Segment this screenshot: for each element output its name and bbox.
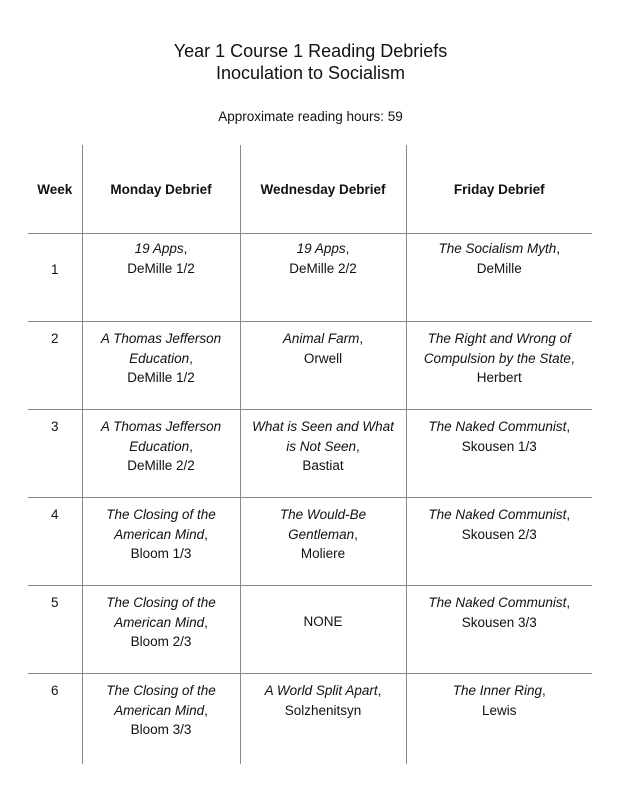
monday-cell (82, 322, 240, 410)
book-title: American Mind (114, 526, 205, 542)
book-title-line (241, 437, 406, 457)
wednesday-cell (240, 322, 406, 410)
friday-cell (406, 586, 592, 674)
book-title-line (241, 417, 406, 437)
author-line: Orwell (303, 350, 343, 366)
title-suffix: , (204, 526, 208, 542)
book-title-line (83, 613, 240, 633)
title-suffix: , (345, 241, 350, 256)
week-number: 3 (50, 419, 59, 434)
book-title: The Naked Communist (428, 419, 567, 434)
week-number: 4 (50, 507, 59, 522)
book-title-line (241, 239, 406, 259)
book-title-line (407, 505, 593, 525)
title-suffix: , (204, 702, 208, 718)
book-title: The Naked Communist (428, 507, 567, 522)
table-row (28, 586, 592, 674)
book-title-line (407, 329, 593, 349)
week-number: 1 (50, 262, 59, 277)
book-title-line (241, 329, 406, 349)
friday-cell (406, 410, 592, 498)
book-title: Education (129, 438, 190, 454)
book-title: The Inner Ring (452, 683, 543, 698)
book-title-line (241, 525, 406, 545)
monday-cell (82, 498, 240, 586)
author-line: Herbert (476, 370, 522, 385)
book-title-line (83, 239, 240, 259)
author-line: Lewis (481, 702, 517, 718)
column-header-wednesday: Wednesday Debrief (240, 145, 406, 234)
book-title: A Thomas Jefferson (100, 331, 222, 346)
author-line: DeMille 1/2 (127, 260, 195, 276)
book-title: A Thomas Jefferson (100, 419, 222, 434)
author-line: Skousen 1/3 (461, 438, 537, 454)
title-line-2: Inoculation to Socialism (215, 63, 406, 83)
book-title-line (407, 417, 593, 437)
book-title: The Closing of the (106, 683, 216, 698)
schedule-table (28, 145, 592, 764)
friday-cell (406, 674, 592, 764)
friday-cell (406, 322, 592, 410)
schedule-body (28, 234, 592, 764)
title-suffix: , (356, 438, 360, 454)
book-title-line (83, 701, 240, 721)
week-cell (28, 586, 82, 674)
author-line: DeMille (476, 260, 522, 276)
title-suffix: , (204, 614, 208, 630)
author-line: DeMille 2/2 (127, 458, 195, 473)
book-title-line (407, 349, 593, 369)
week-number: 2 (50, 331, 59, 346)
monday-cell (82, 234, 240, 322)
wednesday-cell (240, 498, 406, 586)
author-line: DeMille 1/2 (127, 370, 195, 385)
monday-cell (82, 586, 240, 674)
week-cell (28, 322, 82, 410)
book-title-line (83, 505, 240, 525)
book-title: The Naked Communist (428, 595, 567, 610)
book-title-line (83, 437, 240, 457)
author-line: DeMille 2/2 (289, 260, 357, 276)
book-title: Animal Farm (282, 331, 360, 346)
week-cell (28, 674, 82, 764)
column-header-friday: Friday Debrief (406, 145, 592, 234)
book-title-line (83, 525, 240, 545)
author-line: Skousen 3/3 (461, 614, 537, 630)
monday-cell (82, 410, 240, 498)
monday-cell (82, 674, 240, 764)
table-row (28, 322, 592, 410)
book-title-line (83, 329, 240, 349)
reading-hours: Approximate reading hours: 59 (218, 109, 403, 124)
book-title: is Not Seen (286, 438, 357, 454)
wednesday-cell (240, 410, 406, 498)
week-number: 6 (50, 683, 59, 698)
book-title-line (83, 593, 240, 613)
book-title-line (83, 681, 240, 701)
book-title: Compulsion by the State (423, 350, 571, 366)
week-number: 5 (50, 595, 59, 610)
book-title-line (241, 505, 406, 525)
book-title: The Right and Wrong of (427, 331, 571, 346)
friday-cell (406, 234, 592, 322)
book-title-line (83, 349, 240, 369)
title-suffix: , (570, 350, 575, 366)
book-title: Education (129, 350, 190, 366)
author-line: Moliere (300, 546, 346, 561)
page-title (0, 40, 621, 84)
wednesday-cell (240, 674, 406, 764)
table-row (28, 498, 592, 586)
cell-text: NONE (303, 614, 343, 629)
author-line: Bloom 2/3 (130, 634, 192, 649)
header-row (28, 145, 592, 234)
book-title-line (407, 681, 593, 701)
week-cell (28, 498, 82, 586)
book-title-line (241, 681, 406, 701)
title-suffix: , (359, 331, 364, 346)
title-suffix: , (354, 526, 358, 542)
book-title: American Mind (114, 702, 205, 718)
title-suffix: , (189, 438, 193, 454)
author-line: Solzhenitsyn (284, 702, 362, 718)
table-row (28, 410, 592, 498)
book-title-line (407, 593, 593, 613)
title-suffix: , (377, 683, 382, 698)
book-title: The Socialism Myth (438, 241, 557, 256)
book-title: A World Split Apart (264, 683, 378, 698)
title-suffix: , (189, 350, 193, 366)
column-header-week: Week (37, 181, 73, 197)
author-line: Bloom 1/3 (130, 546, 192, 561)
book-title: 19 Apps (134, 241, 184, 256)
title-suffix: , (542, 683, 546, 698)
book-title: The Closing of the (106, 507, 216, 522)
author-line: Bloom 3/3 (130, 722, 192, 737)
table-row (28, 674, 592, 764)
title-suffix: , (183, 241, 188, 256)
book-title: Gentleman (288, 526, 355, 542)
wednesday-cell (240, 234, 406, 322)
wednesday-cell (240, 586, 406, 674)
book-title-line (83, 417, 240, 437)
column-header-monday: Monday Debrief (82, 145, 240, 234)
book-title: The Closing of the (106, 595, 216, 610)
friday-cell (406, 498, 592, 586)
author-line: Skousen 2/3 (461, 526, 537, 542)
book-title: The Would-Be (279, 507, 367, 522)
book-title: What is Seen and What (252, 419, 394, 434)
book-title-line (407, 239, 593, 259)
table-row (28, 234, 592, 322)
title-suffix: , (566, 595, 571, 610)
title-suffix: , (566, 419, 571, 434)
book-title: 19 Apps (296, 241, 346, 256)
title-line-1: Year 1 Course 1 Reading Debriefs (173, 41, 448, 61)
title-suffix: , (556, 241, 561, 256)
week-cell (28, 234, 82, 322)
week-cell (28, 410, 82, 498)
book-title: American Mind (114, 614, 205, 630)
author-line: Bastiat (302, 458, 344, 473)
title-suffix: , (566, 507, 571, 522)
